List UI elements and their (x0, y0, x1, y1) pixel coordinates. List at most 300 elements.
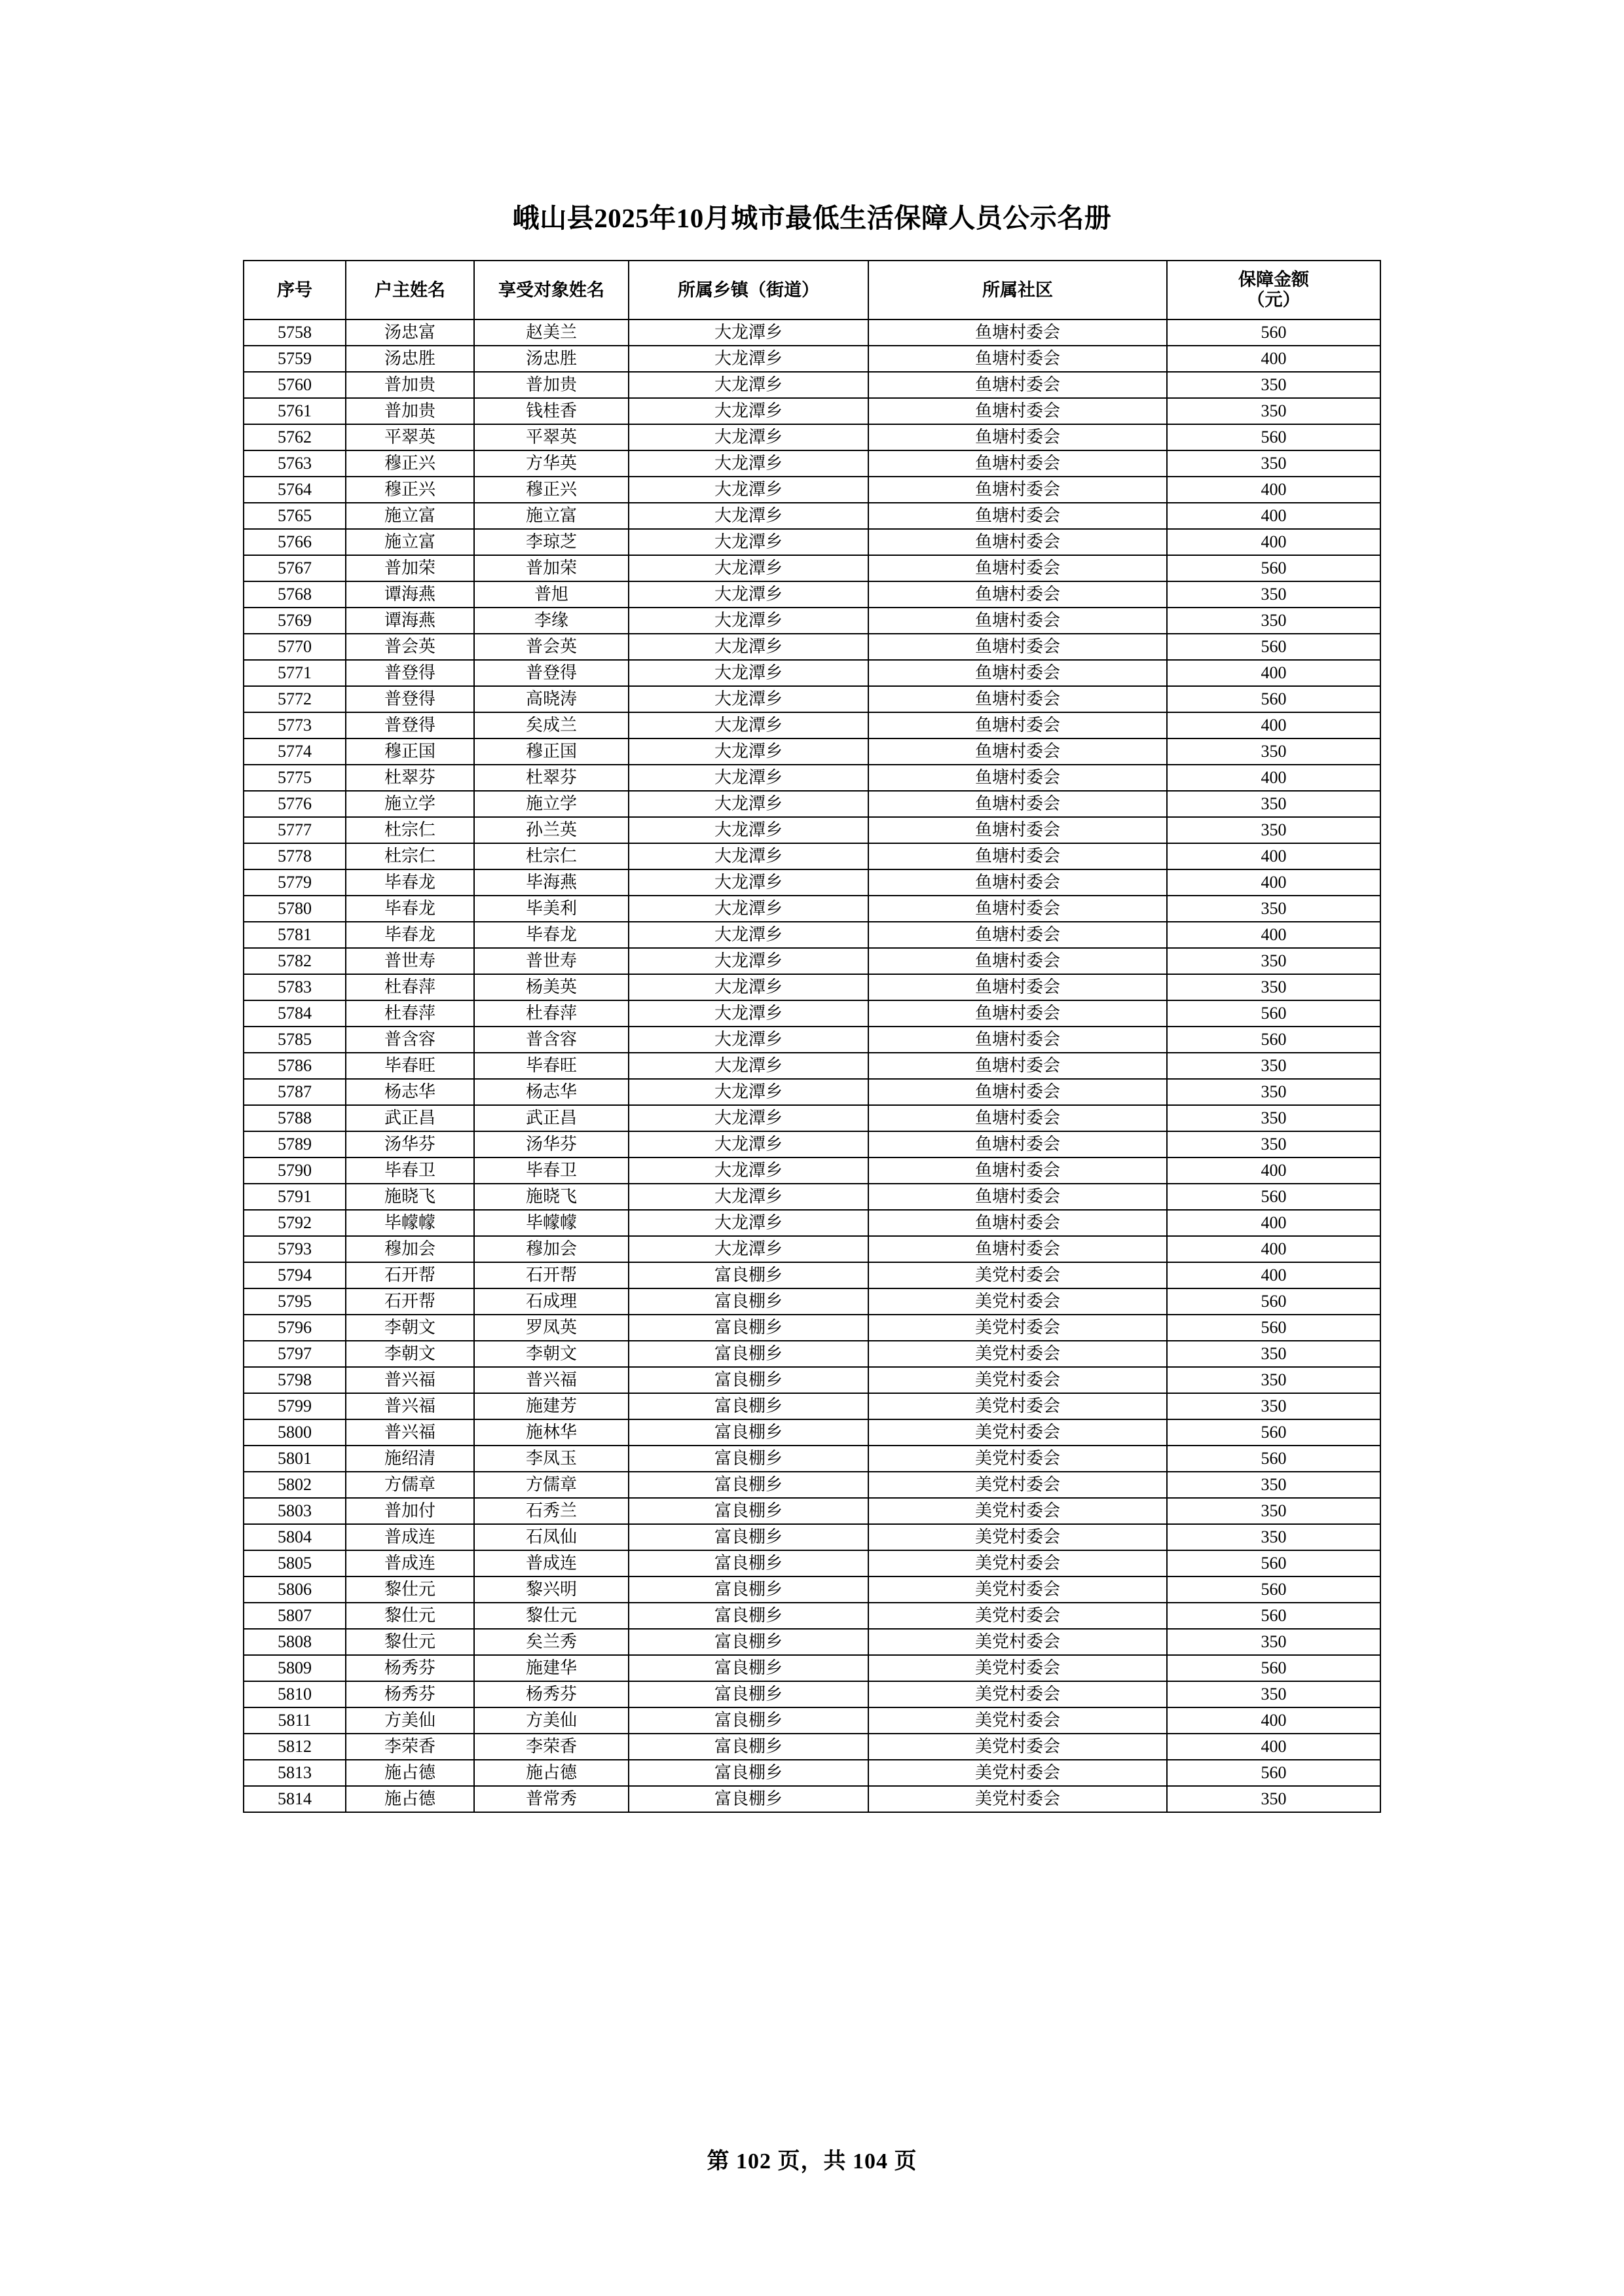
cell-index: 5783 (244, 974, 346, 1000)
cell-community: 鱼塘村委会 (868, 896, 1167, 922)
cell-township: 大龙潭乡 (629, 1079, 868, 1105)
cell-amount: 560 (1167, 1027, 1380, 1053)
cell-township: 大龙潭乡 (629, 424, 868, 450)
cell-householder: 武正昌 (346, 1105, 474, 1131)
cell-householder: 普会英 (346, 634, 474, 660)
cell-community: 鱼塘村委会 (868, 1079, 1167, 1105)
column-header-amount-line1: 保障金额 (1238, 269, 1309, 289)
table-row (244, 1576, 1380, 1603)
cell-community: 鱼塘村委会 (868, 450, 1167, 477)
cell-index: 5809 (244, 1655, 346, 1681)
table-row (244, 843, 1380, 869)
cell-index: 5777 (244, 817, 346, 843)
cell-householder: 毕春龙 (346, 896, 474, 922)
cell-township: 大龙潭乡 (629, 869, 868, 896)
table-row (244, 660, 1380, 686)
cell-index: 5758 (244, 319, 346, 346)
cell-township: 大龙潭乡 (629, 608, 868, 634)
cell-beneficiary: 普加贵 (474, 372, 629, 398)
table-row (244, 634, 1380, 660)
cell-index: 5763 (244, 450, 346, 477)
cell-amount: 400 (1167, 712, 1380, 738)
cell-amount: 560 (1167, 1184, 1380, 1210)
table-row (244, 948, 1380, 974)
table-row (244, 1446, 1380, 1472)
table-row (244, 372, 1380, 398)
table-header (244, 261, 1380, 319)
cell-householder: 施占德 (346, 1760, 474, 1786)
cell-index: 5786 (244, 1053, 346, 1079)
cell-community: 美党村委会 (868, 1498, 1167, 1524)
cell-community: 美党村委会 (868, 1315, 1167, 1341)
cell-township: 富良棚乡 (629, 1603, 868, 1629)
table-row (244, 424, 1380, 450)
cell-community: 美党村委会 (868, 1419, 1167, 1446)
cell-householder: 穆正国 (346, 738, 474, 765)
column-header-amount-line2: （元） (1247, 290, 1301, 310)
cell-beneficiary: 方儒章 (474, 1472, 629, 1498)
cell-index: 5776 (244, 791, 346, 817)
cell-index: 5780 (244, 896, 346, 922)
cell-beneficiary: 孙兰英 (474, 817, 629, 843)
cell-township: 大龙潭乡 (629, 346, 868, 372)
cell-amount: 350 (1167, 1681, 1380, 1707)
cell-index: 5774 (244, 738, 346, 765)
table-row (244, 1184, 1380, 1210)
cell-beneficiary: 毕幪幪 (474, 1210, 629, 1236)
table-row (244, 1000, 1380, 1027)
cell-amount: 560 (1167, 1315, 1380, 1341)
table-row (244, 1236, 1380, 1262)
cell-index: 5768 (244, 581, 346, 608)
cell-township: 大龙潭乡 (629, 948, 868, 974)
cell-householder: 普登得 (346, 660, 474, 686)
cell-amount: 400 (1167, 1707, 1380, 1734)
cell-householder: 李朝文 (346, 1315, 474, 1341)
cell-index: 5788 (244, 1105, 346, 1131)
cell-amount: 350 (1167, 608, 1380, 634)
cell-community: 美党村委会 (868, 1707, 1167, 1734)
cell-township: 大龙潭乡 (629, 660, 868, 686)
cell-amount: 560 (1167, 1288, 1380, 1315)
cell-householder: 施立学 (346, 791, 474, 817)
cell-householder: 普登得 (346, 712, 474, 738)
cell-index: 5782 (244, 948, 346, 974)
cell-beneficiary: 毕海燕 (474, 869, 629, 896)
cell-township: 富良棚乡 (629, 1262, 868, 1288)
cell-township: 大龙潭乡 (629, 922, 868, 948)
cell-index: 5806 (244, 1576, 346, 1603)
cell-index: 5814 (244, 1786, 346, 1812)
cell-beneficiary: 方华英 (474, 450, 629, 477)
cell-index: 5805 (244, 1550, 346, 1576)
cell-community: 鱼塘村委会 (868, 555, 1167, 581)
table-row (244, 503, 1380, 529)
cell-beneficiary: 普常秀 (474, 1786, 629, 1812)
cell-community: 鱼塘村委会 (868, 1027, 1167, 1053)
table-row (244, 1157, 1380, 1184)
cell-householder: 方儒章 (346, 1472, 474, 1498)
cell-amount: 350 (1167, 581, 1380, 608)
cell-householder: 谭海燕 (346, 581, 474, 608)
table-row (244, 1760, 1380, 1786)
cell-community: 美党村委会 (868, 1655, 1167, 1681)
cell-beneficiary: 李凤玉 (474, 1446, 629, 1472)
cell-beneficiary: 毕春龙 (474, 922, 629, 948)
cell-community: 鱼塘村委会 (868, 346, 1167, 372)
cell-township: 富良棚乡 (629, 1760, 868, 1786)
table-row (244, 1498, 1380, 1524)
cell-township: 大龙潭乡 (629, 450, 868, 477)
table-row (244, 529, 1380, 555)
table-row (244, 1472, 1380, 1498)
cell-beneficiary: 毕春卫 (474, 1157, 629, 1184)
cell-index: 5804 (244, 1524, 346, 1550)
cell-householder: 施占德 (346, 1786, 474, 1812)
cell-township: 大龙潭乡 (629, 1210, 868, 1236)
cell-community: 美党村委会 (868, 1341, 1167, 1367)
cell-community: 鱼塘村委会 (868, 372, 1167, 398)
cell-index: 5781 (244, 922, 346, 948)
cell-index: 5769 (244, 608, 346, 634)
cell-community: 鱼塘村委会 (868, 634, 1167, 660)
cell-beneficiary: 普含容 (474, 1027, 629, 1053)
cell-householder: 杜春萍 (346, 1000, 474, 1027)
cell-householder: 施立富 (346, 503, 474, 529)
cell-index: 5799 (244, 1393, 346, 1419)
cell-index: 5794 (244, 1262, 346, 1288)
cell-community: 鱼塘村委会 (868, 1184, 1167, 1210)
cell-amount: 560 (1167, 634, 1380, 660)
cell-community: 鱼塘村委会 (868, 686, 1167, 712)
cell-index: 5775 (244, 765, 346, 791)
cell-householder: 普兴福 (346, 1419, 474, 1446)
cell-township: 富良棚乡 (629, 1786, 868, 1812)
cell-beneficiary: 矣成兰 (474, 712, 629, 738)
cell-householder: 普加贵 (346, 372, 474, 398)
cell-beneficiary: 普兴福 (474, 1367, 629, 1393)
column-header-beneficiary: 享受对象姓名 (474, 261, 629, 319)
cell-index: 5771 (244, 660, 346, 686)
cell-community: 美党村委会 (868, 1550, 1167, 1576)
cell-index: 5790 (244, 1157, 346, 1184)
cell-amount: 350 (1167, 1131, 1380, 1157)
column-header-householder: 户主姓名 (346, 261, 474, 319)
column-header-index: 序号 (244, 261, 346, 319)
cell-beneficiary: 石秀兰 (474, 1498, 629, 1524)
cell-index: 5770 (244, 634, 346, 660)
cell-township: 大龙潭乡 (629, 529, 868, 555)
table-row (244, 1629, 1380, 1655)
cell-community: 鱼塘村委会 (868, 1157, 1167, 1184)
cell-index: 5785 (244, 1027, 346, 1053)
table-row (244, 791, 1380, 817)
cell-township: 大龙潭乡 (629, 477, 868, 503)
cell-amount: 400 (1167, 765, 1380, 791)
cell-index: 5762 (244, 424, 346, 450)
cell-householder: 普加付 (346, 1498, 474, 1524)
cell-amount: 350 (1167, 1393, 1380, 1419)
cell-householder: 普加贵 (346, 398, 474, 424)
cell-township: 富良棚乡 (629, 1367, 868, 1393)
cell-beneficiary: 普成连 (474, 1550, 629, 1576)
cell-beneficiary: 穆正兴 (474, 477, 629, 503)
cell-amount: 400 (1167, 660, 1380, 686)
cell-beneficiary: 汤忠胜 (474, 346, 629, 372)
table-row (244, 1288, 1380, 1315)
cell-community: 鱼塘村委会 (868, 398, 1167, 424)
cell-community: 鱼塘村委会 (868, 791, 1167, 817)
cell-index: 5784 (244, 1000, 346, 1027)
cell-householder: 毕幪幪 (346, 1210, 474, 1236)
cell-index: 5797 (244, 1341, 346, 1367)
cell-householder: 李朝文 (346, 1341, 474, 1367)
cell-amount: 350 (1167, 1498, 1380, 1524)
cell-householder: 黎仕元 (346, 1629, 474, 1655)
cell-index: 5796 (244, 1315, 346, 1341)
cell-community: 美党村委会 (868, 1367, 1167, 1393)
cell-township: 大龙潭乡 (629, 503, 868, 529)
cell-community: 美党村委会 (868, 1576, 1167, 1603)
cell-beneficiary: 汤华芬 (474, 1131, 629, 1157)
cell-index: 5801 (244, 1446, 346, 1472)
cell-community: 鱼塘村委会 (868, 922, 1167, 948)
cell-index: 5761 (244, 398, 346, 424)
cell-community: 鱼塘村委会 (868, 581, 1167, 608)
cell-amount: 350 (1167, 1053, 1380, 1079)
cell-householder: 杨秀芬 (346, 1681, 474, 1707)
table-row (244, 477, 1380, 503)
cell-householder: 毕春龙 (346, 922, 474, 948)
cell-householder: 谭海燕 (346, 608, 474, 634)
cell-householder: 毕春旺 (346, 1053, 474, 1079)
cell-amount: 350 (1167, 817, 1380, 843)
cell-community: 美党村委会 (868, 1786, 1167, 1812)
cell-township: 大龙潭乡 (629, 1131, 868, 1157)
cell-householder: 穆加会 (346, 1236, 474, 1262)
cell-community: 鱼塘村委会 (868, 843, 1167, 869)
cell-township: 大龙潭乡 (629, 1236, 868, 1262)
cell-township: 大龙潭乡 (629, 1157, 868, 1184)
cell-township: 大龙潭乡 (629, 843, 868, 869)
cell-community: 美党村委会 (868, 1734, 1167, 1760)
cell-index: 5798 (244, 1367, 346, 1393)
table-row (244, 398, 1380, 424)
cell-community: 美党村委会 (868, 1472, 1167, 1498)
cell-householder: 施绍清 (346, 1446, 474, 1472)
cell-householder: 穆正兴 (346, 450, 474, 477)
cell-township: 大龙潭乡 (629, 686, 868, 712)
cell-amount: 350 (1167, 1472, 1380, 1498)
cell-index: 5787 (244, 1079, 346, 1105)
cell-beneficiary: 赵美兰 (474, 319, 629, 346)
cell-householder: 杜翠芬 (346, 765, 474, 791)
cell-beneficiary: 钱桂香 (474, 398, 629, 424)
cell-beneficiary: 杜宗仁 (474, 843, 629, 869)
cell-index: 5779 (244, 869, 346, 896)
table-header-row (244, 261, 1380, 319)
cell-beneficiary: 黎仕元 (474, 1603, 629, 1629)
cell-amount: 400 (1167, 1262, 1380, 1288)
cell-beneficiary: 罗凤英 (474, 1315, 629, 1341)
cell-amount: 350 (1167, 1341, 1380, 1367)
cell-index: 5813 (244, 1760, 346, 1786)
cell-householder: 毕春龙 (346, 869, 474, 896)
cell-community: 美党村委会 (868, 1524, 1167, 1550)
cell-amount: 400 (1167, 477, 1380, 503)
cell-householder: 杜春萍 (346, 974, 474, 1000)
column-header-township: 所属乡镇（街道） (629, 261, 868, 319)
table-row (244, 1210, 1380, 1236)
cell-township: 大龙潭乡 (629, 372, 868, 398)
cell-householder: 普世寿 (346, 948, 474, 974)
cell-community: 鱼塘村委会 (868, 869, 1167, 896)
cell-township: 富良棚乡 (629, 1315, 868, 1341)
cell-amount: 400 (1167, 843, 1380, 869)
cell-community: 鱼塘村委会 (868, 608, 1167, 634)
cell-township: 大龙潭乡 (629, 738, 868, 765)
cell-index: 5810 (244, 1681, 346, 1707)
column-header-amount (1167, 261, 1380, 319)
cell-township: 大龙潭乡 (629, 398, 868, 424)
cell-township: 富良棚乡 (629, 1576, 868, 1603)
cell-amount: 350 (1167, 1524, 1380, 1550)
cell-beneficiary: 杜翠芬 (474, 765, 629, 791)
cell-householder: 李荣香 (346, 1734, 474, 1760)
cell-householder: 石开帮 (346, 1262, 474, 1288)
cell-householder: 平翠英 (346, 424, 474, 450)
cell-beneficiary: 杜春萍 (474, 1000, 629, 1027)
cell-community: 鱼塘村委会 (868, 503, 1167, 529)
cell-township: 大龙潭乡 (629, 1027, 868, 1053)
cell-township: 大龙潭乡 (629, 712, 868, 738)
cell-householder: 杨秀芬 (346, 1655, 474, 1681)
cell-beneficiary: 李琼芝 (474, 529, 629, 555)
table-row (244, 319, 1380, 346)
cell-amount: 350 (1167, 1786, 1380, 1812)
column-header-community: 所属社区 (868, 261, 1167, 319)
cell-householder: 施晓飞 (346, 1184, 474, 1210)
table-row (244, 738, 1380, 765)
cell-beneficiary: 杨志华 (474, 1079, 629, 1105)
cell-index: 5759 (244, 346, 346, 372)
cell-beneficiary: 黎兴明 (474, 1576, 629, 1603)
cell-beneficiary: 普世寿 (474, 948, 629, 974)
table-row (244, 555, 1380, 581)
cell-amount: 560 (1167, 1446, 1380, 1472)
table-row (244, 346, 1380, 372)
cell-amount: 350 (1167, 974, 1380, 1000)
cell-beneficiary: 施立富 (474, 503, 629, 529)
cell-amount: 350 (1167, 398, 1380, 424)
cell-index: 5791 (244, 1184, 346, 1210)
cell-index: 5773 (244, 712, 346, 738)
table-row (244, 1027, 1380, 1053)
table-row (244, 1341, 1380, 1367)
table-row (244, 817, 1380, 843)
cell-householder: 方美仙 (346, 1707, 474, 1734)
cell-community: 鱼塘村委会 (868, 319, 1167, 346)
cell-community: 美党村委会 (868, 1629, 1167, 1655)
table-row (244, 1053, 1380, 1079)
cell-community: 鱼塘村委会 (868, 1131, 1167, 1157)
page-title: 峨山县2025年10月城市最低生活保障人员公示名册 (512, 203, 1112, 233)
cell-community: 鱼塘村委会 (868, 817, 1167, 843)
cell-community: 鱼塘村委会 (868, 529, 1167, 555)
cell-householder: 杜宗仁 (346, 817, 474, 843)
table-row (244, 1105, 1380, 1131)
table-row (244, 450, 1380, 477)
cell-township: 富良棚乡 (629, 1629, 868, 1655)
cell-township: 富良棚乡 (629, 1393, 868, 1419)
table-row (244, 974, 1380, 1000)
cell-amount: 350 (1167, 450, 1380, 477)
table-row (244, 712, 1380, 738)
cell-township: 富良棚乡 (629, 1524, 868, 1550)
cell-index: 5778 (244, 843, 346, 869)
table-row (244, 1131, 1380, 1157)
cell-township: 富良棚乡 (629, 1681, 868, 1707)
table-row (244, 1419, 1380, 1446)
cell-householder: 普成连 (346, 1524, 474, 1550)
cell-community: 鱼塘村委会 (868, 1053, 1167, 1079)
cell-beneficiary: 李缘 (474, 608, 629, 634)
cell-township: 富良棚乡 (629, 1655, 868, 1681)
table-row (244, 765, 1380, 791)
cell-township: 大龙潭乡 (629, 1105, 868, 1131)
cell-township: 大龙潭乡 (629, 817, 868, 843)
cell-beneficiary: 施建华 (474, 1655, 629, 1681)
table-row (244, 1262, 1380, 1288)
cell-beneficiary: 普会英 (474, 634, 629, 660)
table-body (244, 319, 1380, 1812)
table-row (244, 1681, 1380, 1707)
cell-amount: 400 (1167, 1236, 1380, 1262)
cell-beneficiary: 穆正国 (474, 738, 629, 765)
cell-community: 美党村委会 (868, 1288, 1167, 1315)
cell-householder: 汤华芬 (346, 1131, 474, 1157)
cell-township: 富良棚乡 (629, 1550, 868, 1576)
cell-amount: 560 (1167, 1603, 1380, 1629)
cell-householder: 普兴福 (346, 1367, 474, 1393)
cell-amount: 560 (1167, 319, 1380, 346)
cell-beneficiary: 施林华 (474, 1419, 629, 1446)
table-row (244, 869, 1380, 896)
cell-amount: 350 (1167, 1105, 1380, 1131)
cell-householder: 汤忠胜 (346, 346, 474, 372)
table-row (244, 1393, 1380, 1419)
cell-township: 大龙潭乡 (629, 791, 868, 817)
cell-amount: 350 (1167, 896, 1380, 922)
cell-index: 5789 (244, 1131, 346, 1157)
cell-township: 大龙潭乡 (629, 896, 868, 922)
table-row (244, 1707, 1380, 1734)
cell-township: 大龙潭乡 (629, 634, 868, 660)
cell-amount: 400 (1167, 922, 1380, 948)
cell-householder: 汤忠富 (346, 319, 474, 346)
table-row (244, 1603, 1380, 1629)
cell-householder: 普含容 (346, 1027, 474, 1053)
cell-community: 鱼塘村委会 (868, 1105, 1167, 1131)
cell-index: 5807 (244, 1603, 346, 1629)
cell-index: 5772 (244, 686, 346, 712)
cell-township: 大龙潭乡 (629, 1184, 868, 1210)
cell-amount: 400 (1167, 869, 1380, 896)
cell-community: 美党村委会 (868, 1760, 1167, 1786)
cell-index: 5766 (244, 529, 346, 555)
cell-beneficiary: 施建芳 (474, 1393, 629, 1419)
cell-township: 大龙潭乡 (629, 581, 868, 608)
